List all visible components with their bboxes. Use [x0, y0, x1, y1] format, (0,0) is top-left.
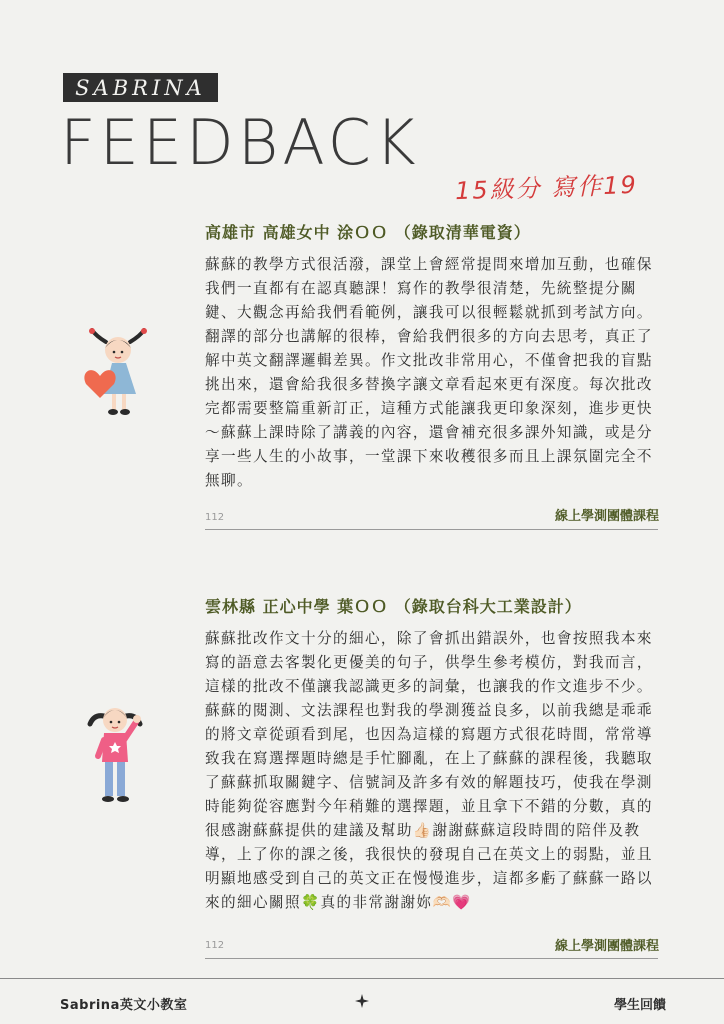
girl-with-heart-illustration — [82, 328, 152, 420]
entry-body-2: 蘇蘇批改作文十分的細心，除了會抓出錯誤外，也會按照我本來寫的語意去客製化更優美的句子，供學生參考模仿，對我而言，這樣的批改不僅讓我認識更多的詞彙，也讓我的作文進步不少。蘇蘇的閱測、文法課程也對我的學測獲益良多，以前我總是乖乖的將文章從頭看到尾，也因為這樣的寫題方式很花時間，常常導致我在寫選擇題時總是手忙腳亂，在上了蘇蘇的課程後，我聽取了蘇蘇抓取關鍵字、信號詞及許多有效的解題技巧，使我在學測時能夠從容應對今年稍難的選擇題，並且拿下不錯的分數，真的很感謝蘇蘇提供的建議及幫助👍🏻謝謝蘇蘇這段時間的陪伴及教導，上了你的課之後，我很快的發現自己在英文上的弱點，並且明顯地感受到自己的英文正在慢慢進步，這都多虧了蘇蘇一路以來的細心關照🍀真的非常謝謝妳🫶🏻💗 — [205, 630, 653, 911]
page-title: FEEDBACK — [60, 106, 420, 179]
entry-year-2: 112 — [205, 940, 225, 951]
waving-girl-illustration — [86, 700, 148, 810]
entry-course-1: 線上學測團體課程 — [554, 509, 659, 524]
entry-title-2: 雲林縣 正心中學 葉ＯＯ （錄取台科大工業設計） — [205, 597, 582, 616]
score-note: 15級分 寫作19 — [454, 170, 639, 206]
entry-body-1: 蘇蘇的教學方式很活潑，課堂上會經常提問來增加互動，也確保我們一直都有在認真聽課！寫作的教學很清楚，先統整提分關鍵、大觀念再給我們看範例，讓我可以很輕鬆就抓到考試方向。翻譯的部分也講解的很棒，會給我們很多的方向去思考，真正了解中英文翻譯邏輯差異。作文批改非常用心，不僅會把我的盲點挑出來，還會給我很多替換字讓文章看起來更有深度。每次批改完都需要整篇重新訂正，這種方式能讓我更印象深刻，進步更快～蘇蘇上課時除了講義的內容，還會補充很多課外知識，或是分享一些人生的小故事，一堂課下來收穫很多而且上課氛圍完全不無聊。 — [205, 256, 653, 489]
footer-brand: Sabrina英文小教室 — [60, 998, 188, 1013]
sparkle-icon — [354, 993, 370, 1009]
footer-section-label: 學生回饋 — [613, 998, 666, 1013]
footer-divider — [0, 978, 724, 979]
entry-title-1: 高雄市 高雄女中 涂ＯＯ （錄取清華電資） — [205, 223, 531, 242]
entry-year-1: 112 — [205, 512, 225, 523]
brand-tag: SABRINA — [63, 73, 218, 102]
entry-course-2: 線上學測團體課程 — [554, 939, 659, 954]
entry-divider-2 — [205, 958, 658, 959]
entry-divider-1 — [205, 529, 658, 530]
